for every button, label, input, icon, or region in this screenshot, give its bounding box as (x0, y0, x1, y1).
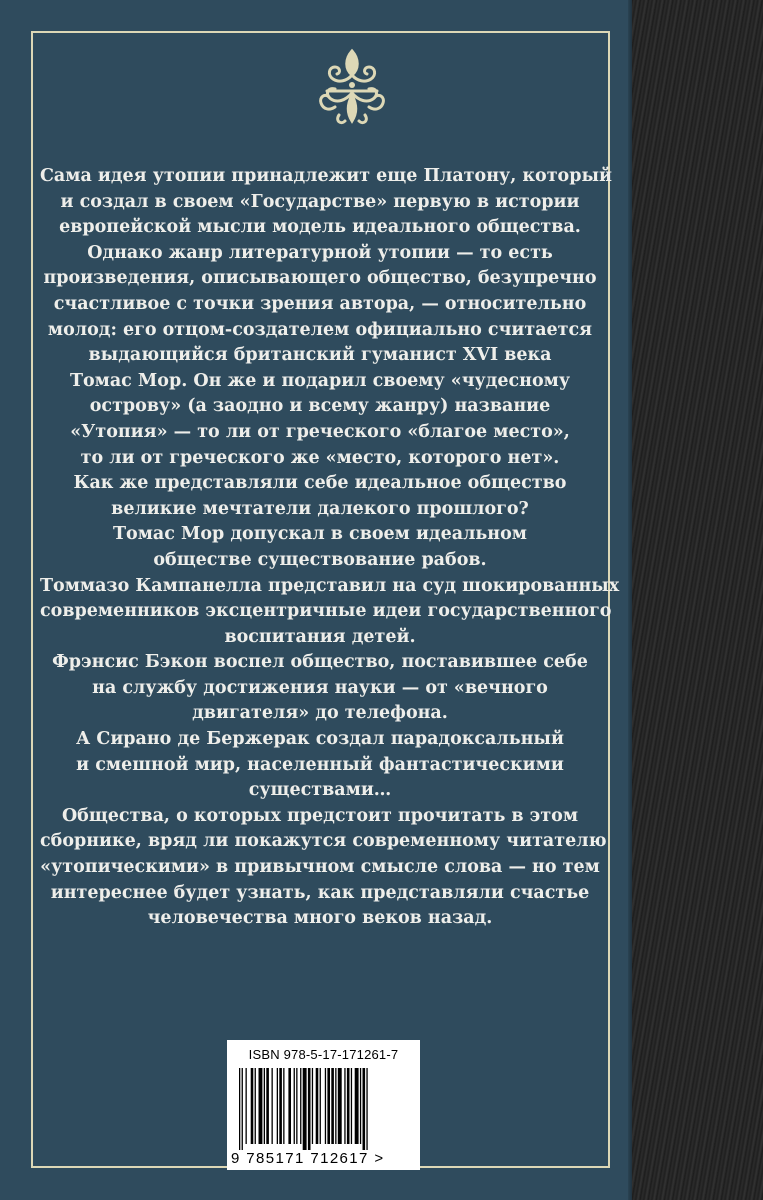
barcode-bar (239, 1068, 240, 1150)
annotation-line: выдающийся британский гуманист XVI века (88, 345, 552, 366)
annotation-line: «Утопия» — то ли от греческого «благое место», (70, 421, 570, 442)
annotation-line: Томас Мор допускал в своем идеальном (113, 524, 527, 545)
annotation-line: и создал в своем «Государстве» первую в истории (60, 191, 580, 212)
annotation-line: европейской мысли модель идеального общества. (59, 217, 581, 238)
barcode-bar (360, 1068, 361, 1144)
barcode-bar (246, 1068, 247, 1144)
barcode-bar (277, 1068, 278, 1144)
barcode-bar (255, 1068, 256, 1144)
annotation-line: А Сирано де Бержерак создал парадоксальный (76, 729, 564, 750)
annotation-line: Сама идея утопии принадлежит еще Платону, который (40, 166, 612, 186)
barcode-bar (366, 1068, 367, 1150)
barcode-bar (320, 1068, 321, 1144)
barcode-bars (237, 1068, 410, 1150)
annotation-line: Томмазо Кампанелла представил на суд шокированных (40, 575, 620, 596)
annotation-line: Общества, о которых предстоит прочитать в этом (61, 805, 579, 826)
annotation-line: молод: его отцом-создателем официально считается (47, 319, 593, 340)
annotation-line: интереснее будет узнать, как представляли счастье (50, 882, 590, 903)
annotation-line: Как же представляли себе идеальное общество (73, 473, 567, 494)
barcode-bar (294, 1068, 295, 1144)
barcode-bar (308, 1068, 311, 1150)
barcode-bar (283, 1068, 284, 1144)
barcode-bar (300, 1068, 301, 1144)
barcode-bar (288, 1068, 291, 1144)
annotation-line: острову» (а заодно и всему жанру) название (89, 396, 551, 417)
annotation-line: двигателя» до телефона. (192, 703, 448, 724)
annotation-line: Томас Мор. Он же и подарил своему «чудесному (69, 370, 571, 391)
annotation-line: Однако жанр литературной утопии — то есть (87, 242, 553, 263)
annotation-line: Фрэнсис Бэкон воспел общество, поставившее себе (52, 652, 588, 673)
barcode-bar (303, 1068, 307, 1150)
barcode-bar (347, 1068, 350, 1144)
annotation-line: на службу достижения науки — от «вечного (92, 677, 548, 698)
barcode-bar (312, 1068, 313, 1144)
annotation-line: счастливое с точки зрения автора, — относительно (53, 293, 587, 314)
isbn-barcode (227, 1040, 420, 1170)
barcode-bar (325, 1068, 326, 1144)
barcode-bar (242, 1068, 243, 1150)
barcode-bar (279, 1068, 282, 1144)
annotation-line: «утопическими» в привычном смысле слова — но тем (40, 857, 600, 878)
barcode-bar (351, 1068, 352, 1144)
annotation-line: великие мечтатели далекого прошлого? (111, 498, 529, 519)
annotation-line: человечества много веков назад. (147, 908, 493, 929)
barcode-bar (327, 1068, 330, 1144)
annotation-line: произведения, описывающего общество, безупречно (43, 268, 597, 289)
fleur-de-lis-ornament-icon (309, 45, 395, 127)
barcode-bar (335, 1068, 336, 1144)
annotation-line: то ли от греческого же «место, которого нет». (80, 447, 560, 468)
annotation-line: сборнике, вряд ли покажутся современному читателю (40, 831, 607, 852)
barcode-bar (266, 1068, 269, 1144)
barcode-bar (344, 1068, 345, 1144)
barcode-bar (316, 1068, 319, 1144)
barcode-bar (264, 1068, 265, 1144)
annotation-line: воспитания детей. (224, 626, 416, 647)
barcode-bar (355, 1068, 359, 1144)
annotation-line: существами… (248, 780, 392, 801)
annotation-text (40, 164, 620, 932)
annotation-line: современников эксцентричные идеи государственного (40, 601, 612, 622)
barcode-bar (259, 1068, 263, 1144)
barcode-bar (251, 1068, 254, 1144)
barcode-bar (296, 1068, 297, 1144)
isbn-label: ISBN 978-5-17-171261-7 (248, 1047, 399, 1062)
barcode-bar (272, 1068, 273, 1144)
barcode-bar (338, 1068, 342, 1144)
barcode-bar (363, 1068, 366, 1150)
barcode-bar (331, 1068, 334, 1144)
annotation-line: обществе существование рабов. (153, 549, 487, 570)
book-spine (632, 0, 763, 1200)
ean-digits: 9 785171 712617 > (231, 1150, 385, 1167)
annotation-line: и смешной мир, населенный фантастическими (76, 754, 564, 775)
